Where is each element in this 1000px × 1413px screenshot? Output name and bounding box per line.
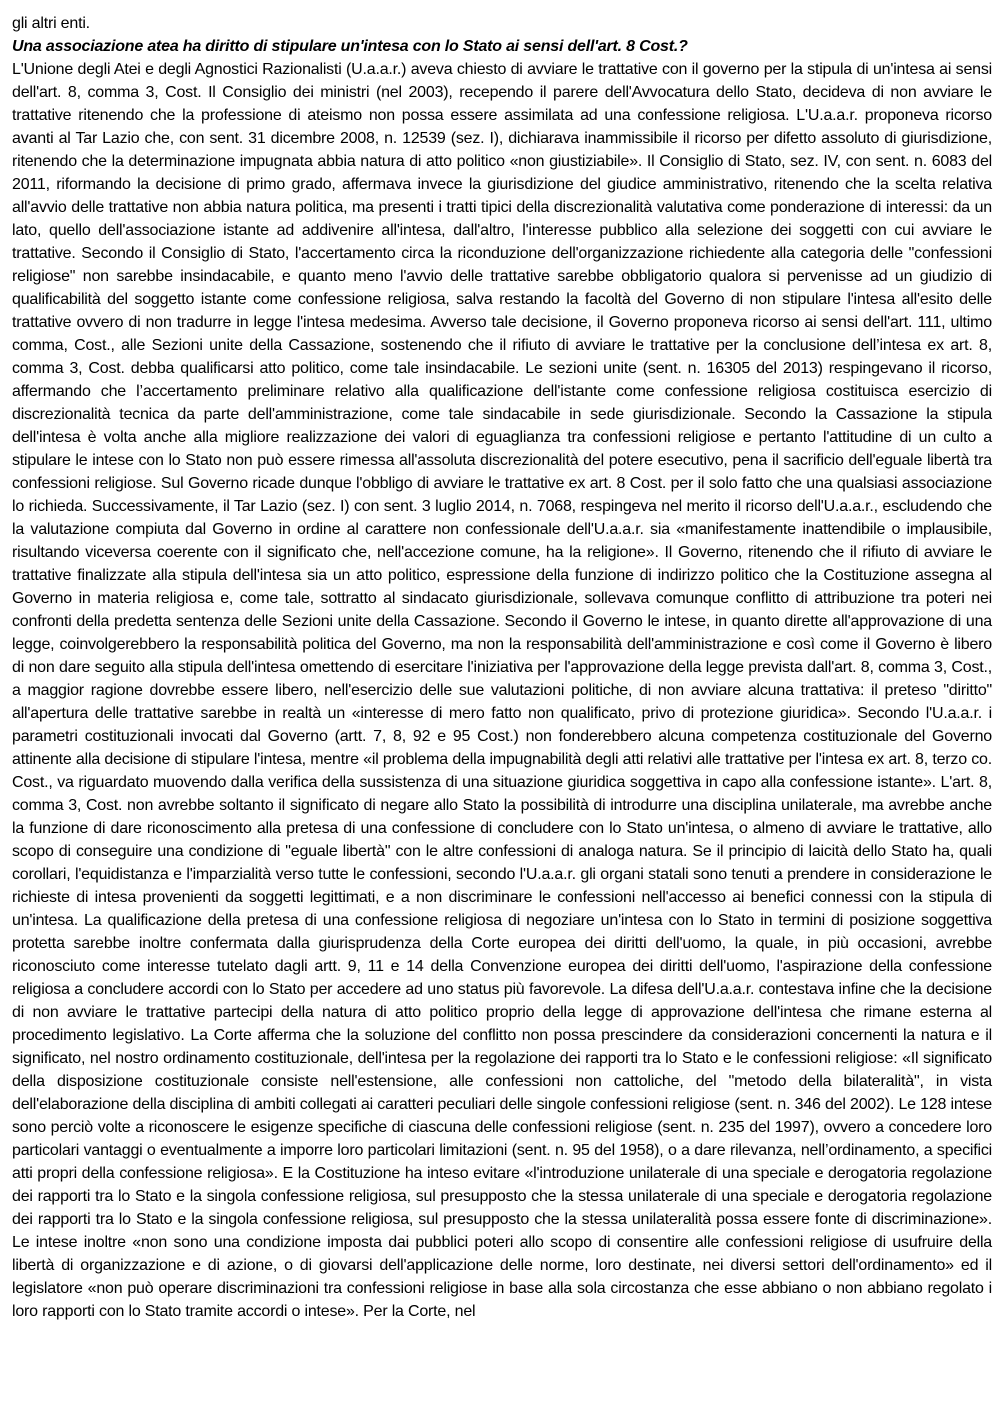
section-heading: Una associazione atea ha diritto di stipulare un'intesa con lo Stato ai sensi dell'art. 8 Cost.?	[12, 38, 688, 55]
body-paragraph: L'Unione degli Atei e degli Agnostici Razionalisti (U.a.a.r.) aveva chiesto di avviare le trattative con il governo per la stipula di un'intesa ai sensi dell'art. 8, comma 3, Cost. Il Consiglio dei ministri (nel 2003), recependo il parere dell'Avvocatura dello Stato, decideva di non avviare le trattative ritenendo che la professione di ateismo non possa essere assimilata ad una confessione religiosa. L'U.a.a.r. proponeva ricorso avanti al Tar Lazio che, con sent. 31 dicembre 2008, n. 12539 (sez. I), dichiarava inammissibile il ricorso per difetto assoluto di giurisdizione, ritenendo che la determinazione impugnata abbia natura di atto politico «non giustiziabile». Il Consiglio di Stato, sez. IV, con sent. n. 6083 del 2011, riformando la decisione di primo grado, affermava invece la giurisdizione del giudice amministrativo, ritenendo che la scelta relativa all'avvio delle trattative non abbia natura politica, ma presenti i tratti tipici della discrezionalità valutativa come ponderazione di interessi: da un lato, quello dell'associazione istante ad addivenire all'intesa, dall'altro, l'interesse pubblico alla selezione dei soggetti con cui avviare le trattative. Secondo il Consiglio di Stato, l'accertamento circa la riconduzione dell'organizzazione richiedente alla categoria delle "confessioni religiose" non sarebbe insindacabile, e quanto meno l'avvio delle trattative sarebbe obbligatorio qualora si pervenisse ad un giudizio di qualificabilità del soggetto istante come confessione religiosa, salva restando la facoltà del Governo di non stipulare l'intesa all'esito delle trattative ovvero di non tradurre in legge l'intesa medesima. Avverso tale decisione, il Governo proponeva ricorso ai sensi dell'art. 111, ultimo comma, Cost., alle Sezioni unite della Cassazione, sostenendo che il rifiuto di avviare le trattative per la conclusione dell’intesa ex art. 8, comma 3, Cost. debba qualificarsi atto politico, come tale insindacabile. Le sezioni unite (sent. n. 16305 del 2013) respingevano il ricorso, affermando che l’accertamento preliminare relativo alla qualificazione dell'istante come confessione religiosa costituisca esercizio di discrezionalità tecnica da parte dell'amministrazione, come tale sindacabile in sede giurisdizionale. Secondo la Cassazione la stipula dell'intesa è volta anche alla migliore realizzazione dei valori di eguaglianza tra confessioni religiose e pertanto l'attitudine di un culto a stipulare le intese con lo Stato non può essere rimessa all'assoluta discrezionalità del potere esecutivo, pena il sacrificio dell'eguale libertà tra confessioni religiose. Sul Governo ricade dunque l'obbligo di avviare le trattative ex art. 8 Cost. per il solo fatto che una qualsiasi associazione lo richieda. Successivamente, il Tar Lazio (sez. I) con sent. 3 luglio 2014, n. 7068, respingeva nel merito il ricorso dell'U.a.a.r., escludendo che la valutazione compiuta dal Governo in ordine al carattere non confessionale dell'U.a.a.r. sia «manifestamente inattendibile o implausibile, risultando viceversa coerente con il significato che, nell'accezione comune, ha la religione». Il Governo, ritenendo che il rifiuto di avviare le trattative finalizzate alla stipula dell'intesa sia un atto politico, espressione della funzione di indirizzo politico che la Costituzione assegna al Governo in materia religiosa e, come tale, sottratto al sindacato giurisdizionale, sollevava comunque conflitto di attribuzione tra poteri nei confronti della predetta sentenza delle Sezioni unite della Cassazione. Secondo il Governo le intese, in quanto dirette all'approvazione di una legge, coinvolgerebbero la responsabilità politica del Governo, ma non la responsabilità dell'amministrazione e così come il Governo è libero di non dare seguito alla stipula dell'intesa omettendo di esercitare l'iniziativa per l'approvazione della legge prevista dall'art. 8, comma 3, Cost., a maggior ragione dovrebbe essere libero, nell'esercizio delle sue valutazioni politiche, di non avviare alcuna trattativa: il preteso "diritto" all'apertura delle trattative sarebbe in realtà un «interesse di mero fatto non qualificato, privo di protezione giuridica». Secondo l'U.a.a.r. i parametri costituzionali invocati dal Governo (artt. 7, 8, 92 e 95 Cost.) non fonderebbero alcuna competenza costituzionale del Governo attinente alla decisione di stipulare l'intesa, mentre «il problema della impugnabilità degli atti relativi alle trattative per l'intesa ex art. 8, terzo co. Cost., va riguardato muovendo dalla verifica della sussistenza di una situazione giuridica soggettiva in capo alla confessione istante». L'art. 8, comma 3, Cost. non avrebbe soltanto il significato di negare allo Stato la possibilità di introdurre una disciplina unilaterale, ma avrebbe anche la funzione di dare riconoscimento alla pretesa di una confessione di concludere con lo Stato un'intesa, o almeno di avviare le trattative, allo scopo di conseguire una condizione di "eguale libertà" con le altre confessioni di analoga natura. Se il principio di laicità dello Stato ha, quali corollari, l'equidistanza e l'imparzialità verso tutte le confessioni, secondo l'U.a.a.r. gli organi statali sono tenuti a prendere in considerazione le richieste di intesa provenienti da soggetti legittimati, e a non discriminare le confessioni nell'accesso ai benefici connessi con la stipula di un'intesa. La qualificazione della pretesa di una confessione religiosa di negoziare un'intesa con lo Stato in termini di posizione soggettiva protetta sarebbe inoltre confermata dalla giurisprudenza della Corte europea dei diritti dell'uomo, la quale, in più occasioni, avrebbe riconosciuto come interesse tutelato dagli artt. 9, 11 e 14 della Convenzione europea dei diritti dell'uomo, l'aspirazione della confessione religiosa a concludere accordi con lo Stato per accedere ad uno status più favorevole. La difesa dell'U.a.a.r. contestava infine che la decisione di non avviare le trattative partecipi della natura di atto politico proprio della legge di approvazione dell'intesa che rimane esterna al procedimento legislativo. La Corte afferma che la soluzione del conflitto non possa prescindere da considerazioni concernenti la natura e il significato, nel nostro ordinamento costituzionale, dell'intesa per la regolazione dei rapporti tra lo Stato e le confessioni religiose: «Il significato della disposizione costituzionale consiste nell'estensione, alle confessioni non cattoliche, del "metodo della bilateralità", in vista dell'elaborazione della disciplina di ambiti collegati ai caratteri peculiari delle singole confessioni religiose (sent. n. 346 del 2002). Le 128 intese sono perciò volte a riconoscere le esigenze specifiche di ciascuna delle confessioni religiose (sent. n. 235 del 1997), ovvero a concedere loro particolari vantaggi o eventualmente a imporre loro particolari limitazioni (sent. n. 95 del 1958), o a dare rilevanza, nell’ordinamento, a specifici atti propri della confessione religiosa». E la Costituzione ha inteso evitare «l'introduzione unilaterale di una speciale e derogatoria regolazione dei rapporti tra lo Stato e la singola confessione religiosa, sul presupposto che la stessa unilaterale di una speciale e derogatoria regolazione dei rapporti tra lo Stato e la singola confessione religiosa, sul presupposto che la stessa unilateralità possa essere fonte di discriminazione». Le intese inoltre «non sono una condizione imposta dai pubblici poteri allo scopo di consentire alle confessioni religiose di usufruire della libertà di organizzazione e di azione, o di giovarsi dell'applicazione delle norme, loro destinate, nei diversi settori dell'ordinamento» ed il legislatore «non può operare discriminazioni tra confessioni religiose in base alla sola circostanza che esse abbiano o non abbiano regolato i loro rapporti con lo Stato tramite accordi o intese». Per la Corte, nel	[12, 61, 992, 1320]
opening-line: gli altri enti.	[12, 15, 90, 32]
